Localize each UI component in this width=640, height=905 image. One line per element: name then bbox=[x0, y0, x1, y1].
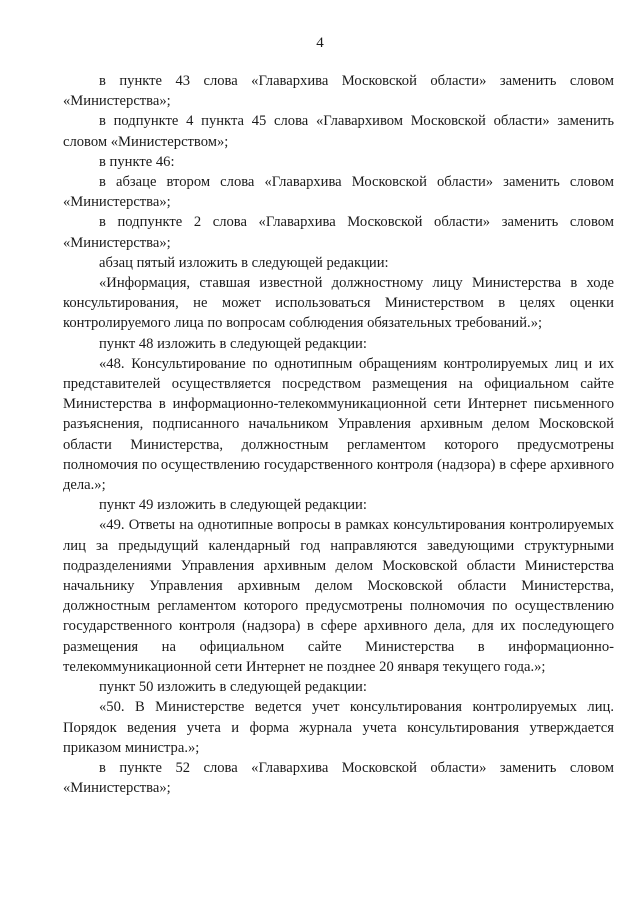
paragraph-information-quote: «Информация, ставшая известной должностному лицу Министерства в ходе консультирования, не может использоваться Министерством в целях оценки контролируемого лица по вопросам соблюдения обязательных требований.»; bbox=[63, 275, 614, 332]
paragraph-clause-48-intro: пункт 48 изложить в следующей редакции: bbox=[99, 335, 367, 352]
paragraph-clause-43: в пункте 43 слова «Главархива Московской области» заменить словом «Министерства»; bbox=[63, 73, 614, 110]
paragraph-clause-46-sub2: в подпункте 2 слова «Главархива Московской области» заменить словом «Министерства»; bbox=[63, 214, 614, 251]
paragraph-clause-45: в подпункте 4 пункта 45 слова «Главархивом Московской области» заменить словом «Министерством»; bbox=[63, 113, 614, 150]
paragraph-fifth-abzac: абзац пятый изложить в следующей редакции: bbox=[99, 254, 389, 271]
paragraph-clause-46-second: в абзаце втором слова «Главархива Московской области» заменить словом «Министерства»; bbox=[63, 174, 614, 211]
paragraph-clause-52: в пункте 52 слова «Главархива Московской области» заменить словом «Министерства»; bbox=[63, 759, 614, 797]
document-body bbox=[63, 71, 614, 798]
paragraph-clause-48-text: «48. Консультирование по однотипным обращениям контролируемых лиц и их представителей осуществляется посредством размещения на официальном сайте Министерства в информационно-телекоммуникационной сети Интернет письменного разъяснения, подписанного начальником Управления архивным делом Московской области Министерства, должностным регламентом которого предусмотрены полномочия по осуществлению государственного контроля (надзора) в сфере архивного дела.»; bbox=[63, 355, 614, 494]
paragraph-clause-49-intro: пункт 49 изложить в следующей редакции: bbox=[99, 497, 367, 514]
paragraph-clause-50-text: «50. В Министерстве ведется учет консультирования контролируемых лиц. Порядок ведения учета и форма журнала учета консультирования утверждается приказом министра.»; bbox=[63, 699, 614, 756]
page-number: 4 bbox=[316, 35, 324, 51]
paragraph-clause-49-text: «49. Ответы на однотипные вопросы в рамках консультирования контролируемых лиц за предыдущий календарный год направляются заведующими структурными подразделениями Управления архивным делом Московской области Министерства начальнику Управления архивным делом Московской области Министерства, должностным регламентом которого предусмотрены полномочия по осуществлению государственного контроля (надзора) в сфере архивного дела, для их последующего размещения на официальном сайте Министерства в информационно-телекоммуникационной сети Интернет не позднее 20 января текущего года.»; bbox=[63, 517, 614, 675]
paragraph-clause-50-intro: пункт 50 изложить в следующей редакции: bbox=[99, 679, 367, 696]
paragraph-clause-46-intro: в пункте 46: bbox=[99, 153, 175, 170]
